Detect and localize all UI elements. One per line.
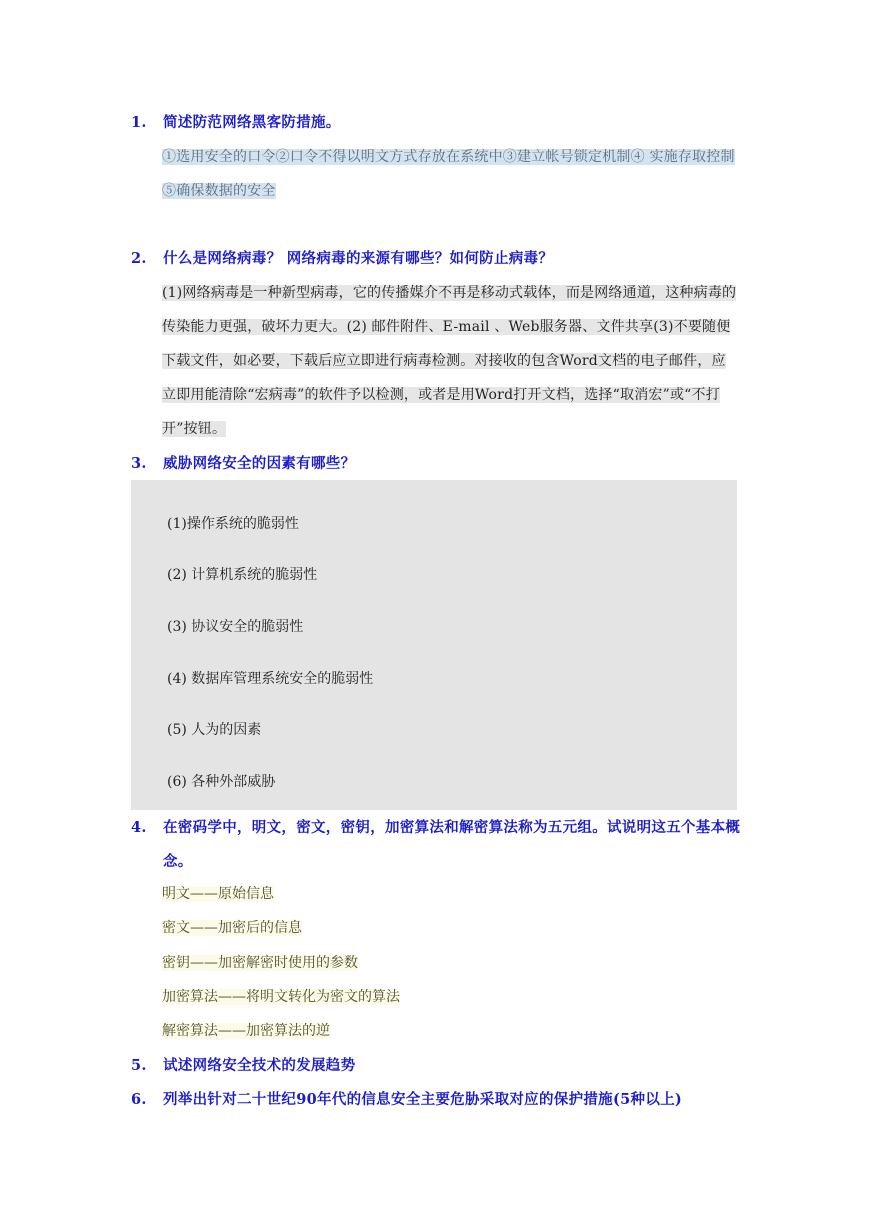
question-1: [131, 106, 751, 140]
list-item: (2) 计算机系统的脆弱性: [167, 567, 318, 583]
question-text: 简述防范网络黑客防措施。: [163, 114, 341, 131]
question-number: 3.: [131, 455, 147, 472]
question-2: [131, 242, 751, 276]
question-4: [131, 811, 751, 879]
definition-text: 明文——原始信息: [162, 886, 274, 902]
question-number: 4.: [131, 819, 147, 836]
question-number: 6.: [131, 1091, 147, 1108]
answer-3-box: [131, 480, 737, 810]
answer-text: ①选用安全的口令②口令不得以明文方式存放在系统中③建立帐号锁定机制④ 实施存取控制⑤确保数据的安全: [162, 149, 735, 199]
question-text: 威胁网络安全的因素有哪些？: [163, 455, 356, 472]
question-number: 2.: [131, 250, 147, 267]
question-text: 列举出针对二十世纪90年代的信息安全主要危胁采取对应的保护措施(5种以上): [163, 1091, 683, 1108]
definition-text: 密钥——加密解密时使用的参数: [162, 955, 358, 971]
definition-item: [162, 946, 358, 980]
question-5: [131, 1049, 751, 1083]
answer-2: [162, 276, 737, 446]
definition-item: [162, 911, 302, 945]
definition-item: [162, 980, 400, 1014]
list-item: (6) 各种外部威胁: [167, 774, 276, 790]
question-number: 5.: [131, 1057, 147, 1074]
answer-text: (1)网络病毒是一种新型病毒，它的传播媒介不再是移动式载体，而是网络通道，这种病毒的传染能力更强，破坏力更大。(2) 邮件附件、E-mail 、Web服务器、文件共享(3)不要随便下载文件，如必要，下载后应立即进行病毒检测。对接收的包含Word文档的电子邮件，应立即用能清除“宏病毒”的软件予以检测，或者是用Word打开文档，选择“取消宏”或“不打开”按钮。: [162, 285, 737, 437]
list-item: (3) 协议安全的脆弱性: [167, 619, 304, 635]
question-text: 什么是网络病毒？ 网络病毒的来源有哪些？如何防止病毒？: [163, 250, 554, 267]
definition-item: [162, 877, 274, 911]
list-item: (5) 人为的因素: [167, 722, 262, 738]
list-item: (1)操作系统的脆弱性: [167, 516, 299, 532]
definition-text: 加密算法——将明文转化为密文的算法: [162, 989, 400, 1005]
list-item: (4) 数据库管理系统安全的脆弱性: [167, 671, 374, 687]
definition-item: [162, 1014, 330, 1048]
question-text: 在密码学中，明文，密文，密钥，加密算法和解密算法称为五元组。试说明这五个基本概念。: [163, 819, 741, 870]
question-text: 试述网络安全技术的发展趋势: [163, 1057, 356, 1074]
question-3: [131, 447, 751, 481]
definition-text: 密文——加密后的信息: [162, 920, 302, 936]
definition-text: 解密算法——加密算法的逆: [162, 1023, 330, 1039]
question-6: [131, 1083, 771, 1117]
answer-1: [162, 140, 737, 208]
question-number: 1.: [131, 114, 147, 131]
